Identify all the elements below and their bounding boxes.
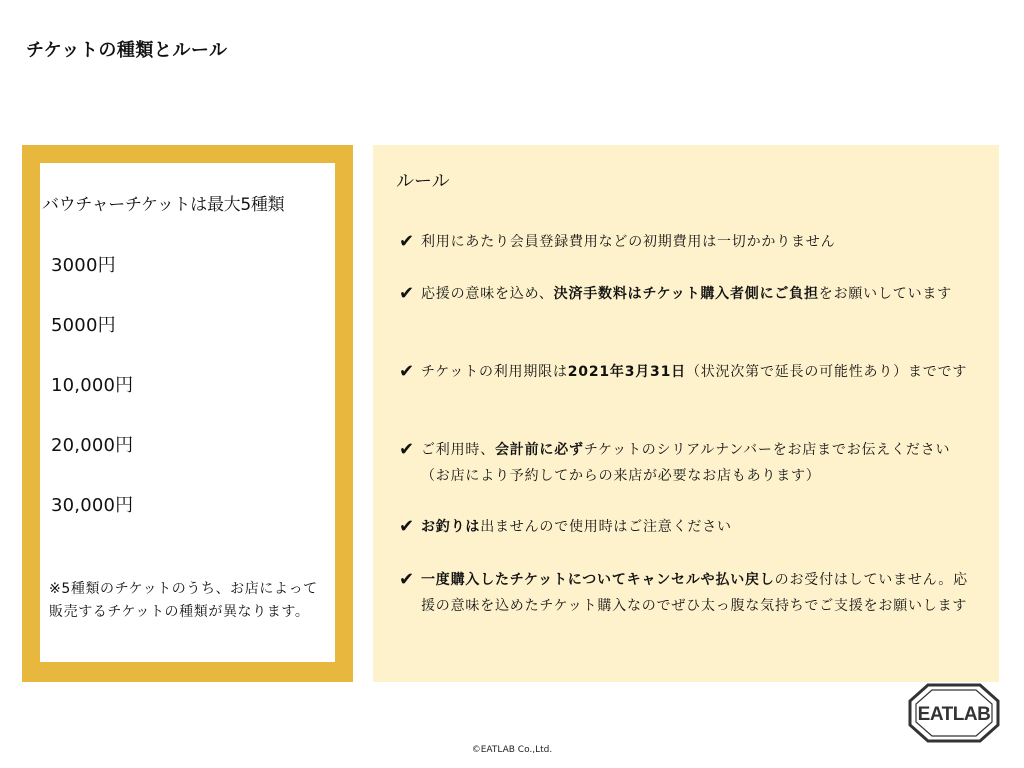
price-item-3000: 3000円: [51, 255, 116, 276]
rule-item: [399, 437, 969, 489]
rule-text-bold: お釣りは: [421, 519, 481, 535]
check-icon: ✔: [399, 231, 415, 252]
voucher-heading: バウチャーチケットは最大5種類: [42, 195, 285, 215]
rules-panel: [373, 145, 999, 682]
check-icon: ✔: [399, 283, 415, 304]
voucher-panel: [22, 145, 353, 682]
rule-text: チケットのシリアルナンバーをお店までお伝えください（お店により予約してからの来店が必要なお店もあります）: [421, 442, 951, 484]
rule-text-bold: 一度購入したチケットについてキャンセルや払い戻し: [421, 572, 775, 588]
rule-text: をお願いしています: [818, 286, 952, 302]
check-icon: ✔: [399, 439, 415, 460]
voucher-inner-card: [40, 163, 335, 662]
rules-heading: ルール: [396, 171, 450, 192]
rule-text: （状況次第で延長の可能性あり）までです: [685, 364, 968, 380]
rule-item: [399, 229, 969, 255]
rule-text: のお受付はしていません。応援の意味を込めたチケット購入なのでぜひ太っ腹な気持ちでご支援をお願いします: [421, 572, 968, 614]
logo-text: EATLAB: [917, 704, 991, 725]
price-item-10000: 10,000円: [51, 375, 134, 396]
check-icon: ✔: [399, 361, 415, 382]
eatlab-logo: [908, 683, 1000, 743]
page-title: チケットの種類とルール: [26, 40, 228, 61]
check-icon: ✔: [399, 569, 415, 590]
price-item-20000: 20,000円: [51, 435, 134, 456]
rule-item: [399, 514, 969, 540]
copyright: ©EATLAB Co.,Ltd.: [471, 745, 553, 755]
rule-text: 出ませんので使用時はご注意ください: [480, 519, 732, 535]
price-item-5000: 5000円: [51, 315, 116, 336]
rule-text: 利用にあたり会員登録費用などの初期費用は一切かかりません: [421, 234, 836, 250]
rule-text: ご利用時、: [421, 442, 495, 458]
rule-text: チケットの利用期限は: [421, 364, 568, 380]
rule-text-bold: 会計前に必ず: [495, 442, 584, 458]
rule-text-bold: 2021年3月31日: [567, 364, 686, 380]
rule-item: [399, 567, 969, 619]
rule-text: 応援の意味を込め、: [421, 286, 554, 302]
check-icon: ✔: [399, 516, 415, 537]
rule-item: [399, 359, 969, 385]
price-item-30000: 30,000円: [51, 495, 134, 516]
rule-text-bold: 決済手数料はチケット購入者側にご負担: [553, 286, 819, 302]
voucher-note: ※5種類のチケットのうち、お店によって販売するチケットの種類が異なります。: [49, 581, 318, 620]
rule-item: [399, 281, 969, 307]
